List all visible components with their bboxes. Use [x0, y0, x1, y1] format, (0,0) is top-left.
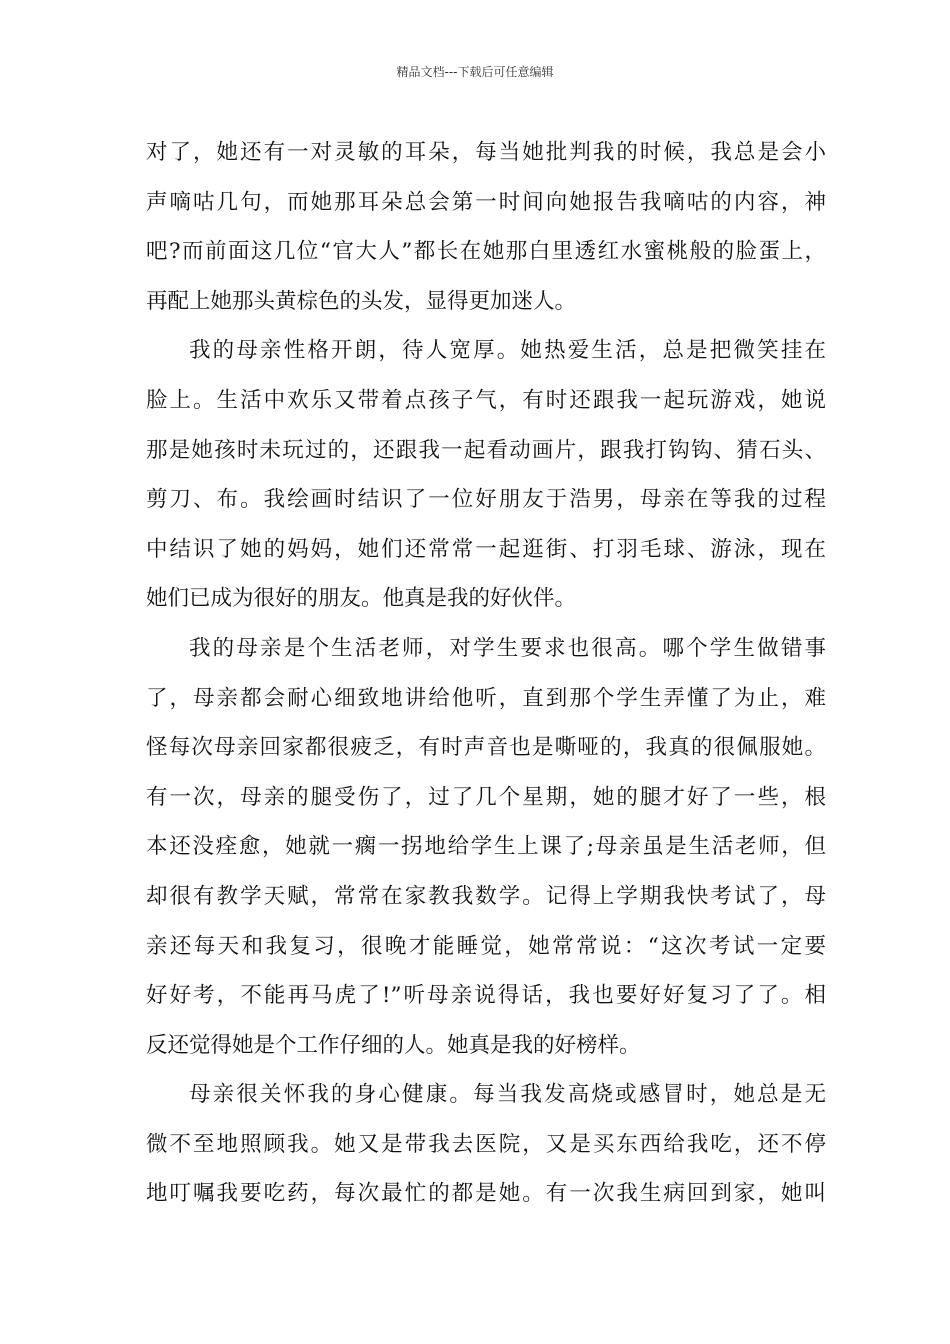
- text-line: 好好考，不能再马虎了!”听母亲说得话，我也要好好复习了了。相: [146, 983, 826, 1009]
- paragraph-first-line: 我的母亲是个生活老师，对学生要求也很高。哪个学生做错事: [189, 635, 826, 661]
- text-line: 再配上她那头黄棕色的头发，显得更加迷人。: [146, 288, 577, 314]
- text-line: 怪每次母亲回家都很疲乏，有时声音也是嘶哑的，我真的很佩服她。: [146, 735, 826, 761]
- text-line: 亲还每天和我复习，很晚才能睡觉，她常常说：“这次考试一定要: [146, 933, 826, 959]
- text-line: 本还没痊愈，她就一瘸一拐地给学生上课了;母亲虽是生活老师，但: [146, 834, 826, 860]
- text-line: 地叮嘱我要吃药，每次最忙的都是她。有一次我生病回到家，她叫: [146, 1181, 826, 1207]
- text-line: 那是她孩时未玩过的，还跟我一起看动画片，跟我打钩钩、猜石头、: [146, 437, 826, 463]
- page-header: 精品文档---下载后可任意编辑: [396, 65, 554, 79]
- text-line: 剪刀、布。我绘画时结识了一位好朋友于浩男，母亲在等我的过程: [146, 487, 826, 513]
- text-line: 了，母亲都会耐心细致地讲给他听，直到那个学生弄懂了为止，难: [146, 685, 826, 711]
- text-line: 有一次，母亲的腿受伤了，过了几个星期，她的腿才好了一些，根: [146, 784, 826, 810]
- text-line: 对了，她还有一对灵敏的耳朵，每当她批判我的时候，我总是会小: [146, 140, 826, 165]
- text-line: 吧?而前面这几位“官大人”都长在她那白里透红水蜜桃般的脸蛋上，: [146, 239, 826, 265]
- paragraph-first-line: 母亲很关怀我的身心健康。每当我发高烧或感冒时，她总是无: [189, 1082, 826, 1108]
- document-body: [146, 128, 826, 1219]
- text-line: 脸上。生活中欢乐又带着点孩子气，有时还跟我一起玩游戏，她说: [146, 387, 826, 413]
- text-line: 中结识了她的妈妈，她们还常常一起逛街、打羽毛球、游泳，现在: [146, 536, 826, 562]
- text-line: 微不至地照顾我。她又是带我去医院，又是买东西给我吃，还不停: [146, 1131, 826, 1157]
- text-line: 反还觉得她是个工作仔细的人。她真是我的好榜样。: [146, 1032, 641, 1058]
- text-line: 却很有教学天赋，常常在家教我数学。记得上学期我快考试了，母: [146, 883, 826, 909]
- text-line: 声嘀咕几句，而她那耳朵总会第一时间向她报告我嘀咕的内容，神: [146, 189, 826, 215]
- text-line: 她们已成为很好的朋友。他真是我的好伙伴。: [146, 586, 577, 612]
- paragraph-first-line: 我的母亲性格开朗，待人宽厚。她热爱生活，总是把微笑挂在: [189, 338, 826, 364]
